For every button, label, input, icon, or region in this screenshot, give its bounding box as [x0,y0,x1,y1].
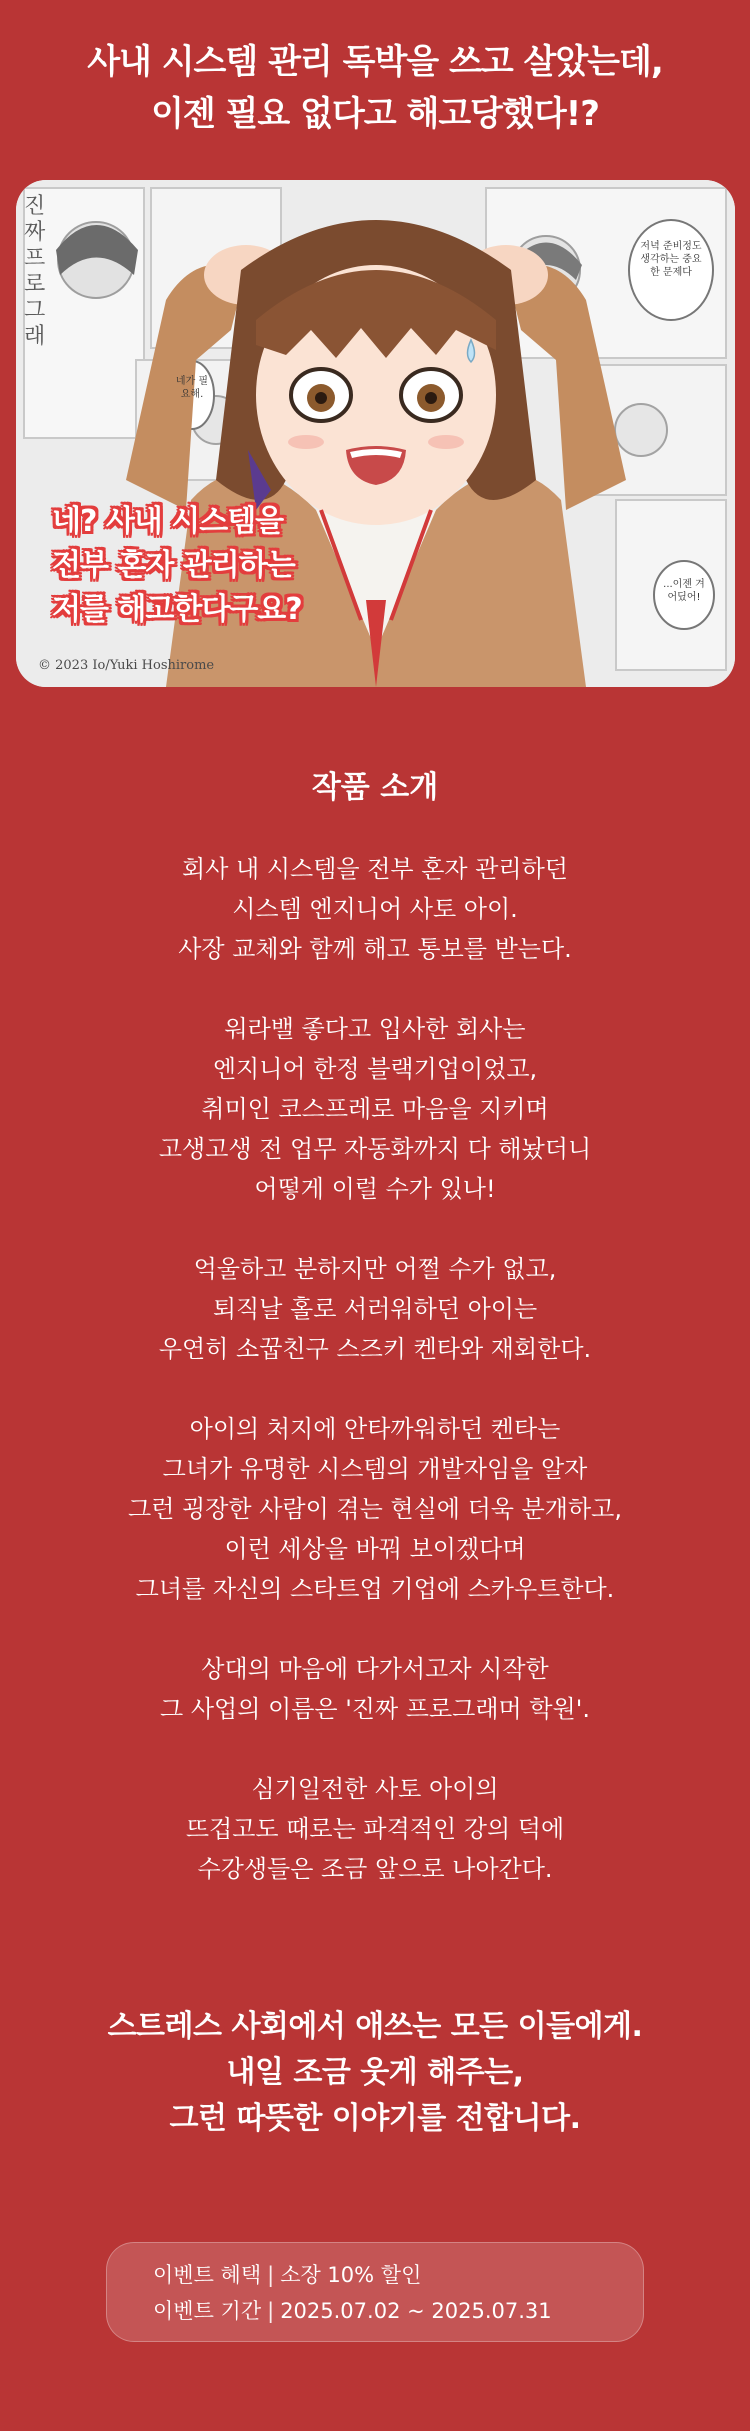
hero-overlay-caption [52,500,302,632]
synopsis-line: 수강생들은 조금 앞으로 나아간다. [197,1855,553,1883]
synopsis-line: 우연히 소꿉친구 스즈키 켄타와 재회한다. [158,1335,592,1363]
synopsis-line: 억울하고 분하지만 어쩔 수가 없고, [193,1255,557,1283]
hero-illustration [16,180,735,687]
synopsis-line: 아이의 처지에 안타까워하던 켄타는 [189,1415,561,1443]
synopsis-line: 취미인 코스프레로 마음을 지키며 [201,1095,549,1123]
synopsis-line: 시스템 엔지니어 사토 아이. [232,895,518,923]
synopsis-paragraph-5 [0,1649,750,1729]
event-separator: | [267,2299,275,2323]
synopsis-paragraph-2 [0,1009,750,1209]
speech-bubble-1: 네가 필요해. [175,376,209,400]
synopsis-line: 그녀가 유명한 시스템의 개발자임을 알자 [162,1455,588,1483]
event-benefit-value: 소장 10% 할인 [280,2263,422,2287]
closing-line-2: 내일 조금 웃게 해주는, [226,2055,524,2090]
synopsis-line: 엔지니어 한정 블랙기업이었고, [212,1055,538,1083]
synopsis-line: 사장 교체와 함께 해고 통보를 받는다. [178,935,572,963]
bg-title-text: 진짜 프로그래 [24,194,46,349]
event-period-label: 이벤트 기간 [153,2299,262,2323]
synopsis-paragraph-3 [0,1249,750,1369]
overlay-line-2: 전부 혼자 관리하는 [52,548,295,583]
event-separator: | [267,2263,275,2287]
overlay-line-3: 저를 해고한다구요? [52,592,302,627]
headline-line-1: 사내 시스템 관리 독박을 쓰고 살았는데, [87,42,663,82]
overlay-line-1: 네? 사내 시스템을 [52,504,284,539]
synopsis-line: 뜨겁고도 때로는 파격적인 강의 덕에 [185,1815,565,1843]
event-benefit-label: 이벤트 혜택 [153,2263,262,2287]
headline [0,36,750,140]
synopsis-line: 심기일전한 사토 아이의 [251,1775,499,1803]
synopsis-paragraph-4 [0,1409,750,1609]
synopsis-line: 그런 굉장한 사람이 겪는 현실에 더욱 분개하고, [128,1495,622,1523]
event-period-row [153,2293,643,2329]
synopsis-line: 그 사업의 이름은 '진짜 프로그래머 학원'. [160,1695,590,1723]
synopsis-line: 어떻게 이럴 수가 있나! [254,1175,496,1203]
closing-line-3: 그런 따뜻한 이야기를 전합니다. [169,2101,581,2136]
synopsis-paragraph-1 [0,849,750,969]
speech-bubble-2: 저녁 준비정도 생각하는 중요한 문제다 [640,241,702,278]
synopsis-line: 퇴직날 홀로 서러워하던 아이는 [212,1295,538,1323]
speech-bubble-3: ...이젠 겨 어딨어! [663,579,705,603]
synopsis [0,849,750,1929]
synopsis-line: 상대의 마음에 다가서고자 시작한 [201,1655,549,1683]
event-period-value: 2025.07.02 ~ 2025.07.31 [280,2299,552,2323]
synopsis-line: 이런 세상을 바꿔 보이겠다며 [224,1535,526,1563]
synopsis-line: 워라밸 좋다고 입사한 회사는 [224,1015,526,1043]
section-title: 작품 소개 [311,770,439,805]
event-benefit-row [153,2257,643,2293]
synopsis-line: 그녀를 자신의 스타트업 기업에 스카우트한다. [135,1575,615,1603]
synopsis-line: 회사 내 시스템을 전부 혼자 관리하던 [182,855,568,883]
copyright-notice: © 2023 Io/Yuki Hoshirome [38,658,215,673]
closing-message [0,2004,750,2142]
closing-line-1: 스트레스 사회에서 애쓰는 모든 이들에게. [107,2009,643,2044]
headline-line-2: 이젠 필요 없다고 해고당했다!? [151,94,599,134]
synopsis-line: 고생고생 전 업무 자동화까지 다 해놨더니 [158,1135,592,1163]
synopsis-paragraph-6 [0,1769,750,1889]
event-info-box [106,2242,644,2342]
